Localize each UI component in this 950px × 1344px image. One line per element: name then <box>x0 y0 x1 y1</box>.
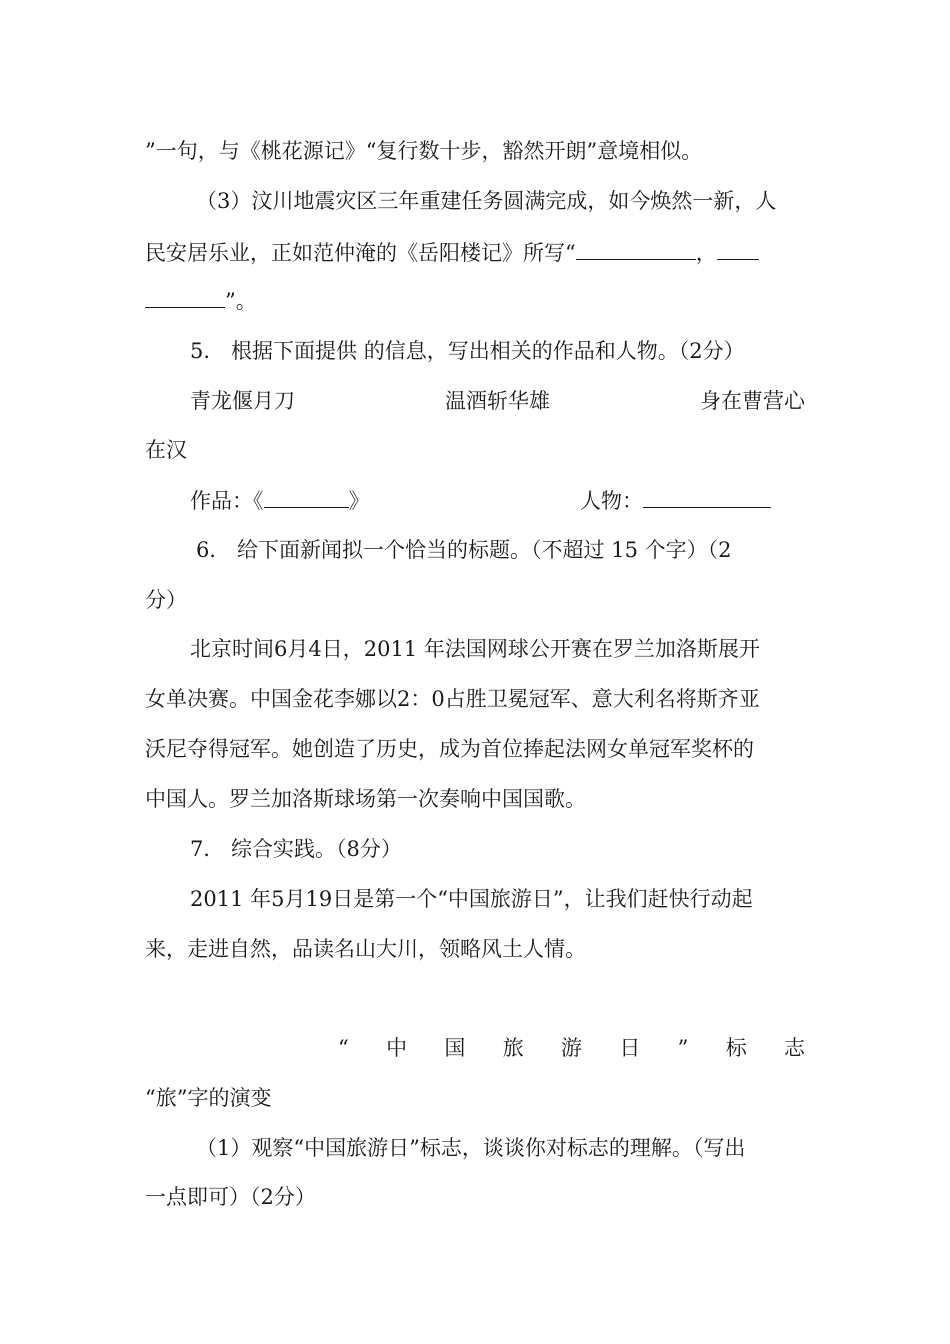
answer-blank[interactable] <box>717 239 759 260</box>
text-line <box>145 238 805 268</box>
news-line: 中国人。罗兰加洛斯球场第一次奏响中国国歌。 <box>145 787 586 811</box>
question-4-3: （3）汶川地震灾区三年重建任务圆满完成，如今焕然一新，人 <box>196 189 777 213</box>
caption-char: 中 <box>386 1036 408 1060</box>
question-7: 7． 综合实践。（8分） <box>190 837 402 861</box>
answer-blank[interactable] <box>576 239 696 260</box>
caption-char: 游 <box>561 1036 582 1060</box>
text-line: “旅”字的演变 <box>145 1086 272 1110</box>
person-blank[interactable] <box>643 487 771 508</box>
text-line: 分） <box>145 588 187 612</box>
clue-row <box>190 386 805 416</box>
text-line: ”一句，与《桃花源记》“复行数十步，豁然开朗”意境相似。 <box>145 139 703 163</box>
person-label: 人物： <box>580 489 643 513</box>
caption-char: 标 <box>725 1036 747 1060</box>
text-line <box>145 286 805 316</box>
news-line: 北京时间6月4日，2011 年法国网球公开赛在罗兰加洛斯展开 <box>190 637 760 661</box>
text-segment: ”。 <box>225 289 257 313</box>
person-group <box>580 486 771 516</box>
clue-3: 身在曹营心 <box>700 389 805 413</box>
news-line: 女单决赛。中国金花李娜以2：0占胜卫冕冠军、意大利名将斯齐亚 <box>145 687 760 711</box>
caption-char: 旅 <box>502 1036 524 1060</box>
text-line: 来，走进自然，品读名山大川，领略风土人情。 <box>145 937 586 961</box>
question-7-1: （1）观察“中国旅游日”标志，谈谈你对标志的理解。（写出 <box>196 1136 746 1160</box>
caption-char: “ <box>338 1036 349 1060</box>
text-segment: ， <box>695 241 717 265</box>
work-blank[interactable] <box>264 487 349 508</box>
text-line: 一点即可）（2分） <box>145 1185 316 1209</box>
work-label: 作品：《 <box>190 489 264 513</box>
caption-char: 国 <box>444 1036 466 1060</box>
answer-row <box>190 486 805 516</box>
news-line: 沃尼夺得冠军。她创造了历史，成为首位捧起法网女单冠军奖杯的 <box>145 737 754 761</box>
answer-blank[interactable] <box>145 287 225 308</box>
caption-char: ” <box>677 1036 689 1060</box>
caption-char: 日 <box>619 1036 641 1060</box>
text-segment: 民安居乐业，正如范仲淹的《岳阳楼记》所写“ <box>145 241 576 265</box>
clue-1: 青龙偃月刀 <box>190 389 295 413</box>
text-segment: 》 <box>348 489 370 513</box>
text-line: 在汉 <box>145 438 187 462</box>
logo-caption-line <box>338 1033 805 1063</box>
caption-char: 志 <box>784 1036 805 1060</box>
question-5: 5． 根据下面提供 的信息，写出相关的作品和人物。（2分） <box>190 339 745 363</box>
question-6: 6． 给下面新闻拟一个恰当的标题。（不超过 15 个字）（2 <box>196 538 732 562</box>
clue-2: 温酒斩华雄 <box>445 389 550 413</box>
text-line: 2011 年5月19日是第一个“中国旅游日”，让我们赶快行动起 <box>190 887 753 911</box>
